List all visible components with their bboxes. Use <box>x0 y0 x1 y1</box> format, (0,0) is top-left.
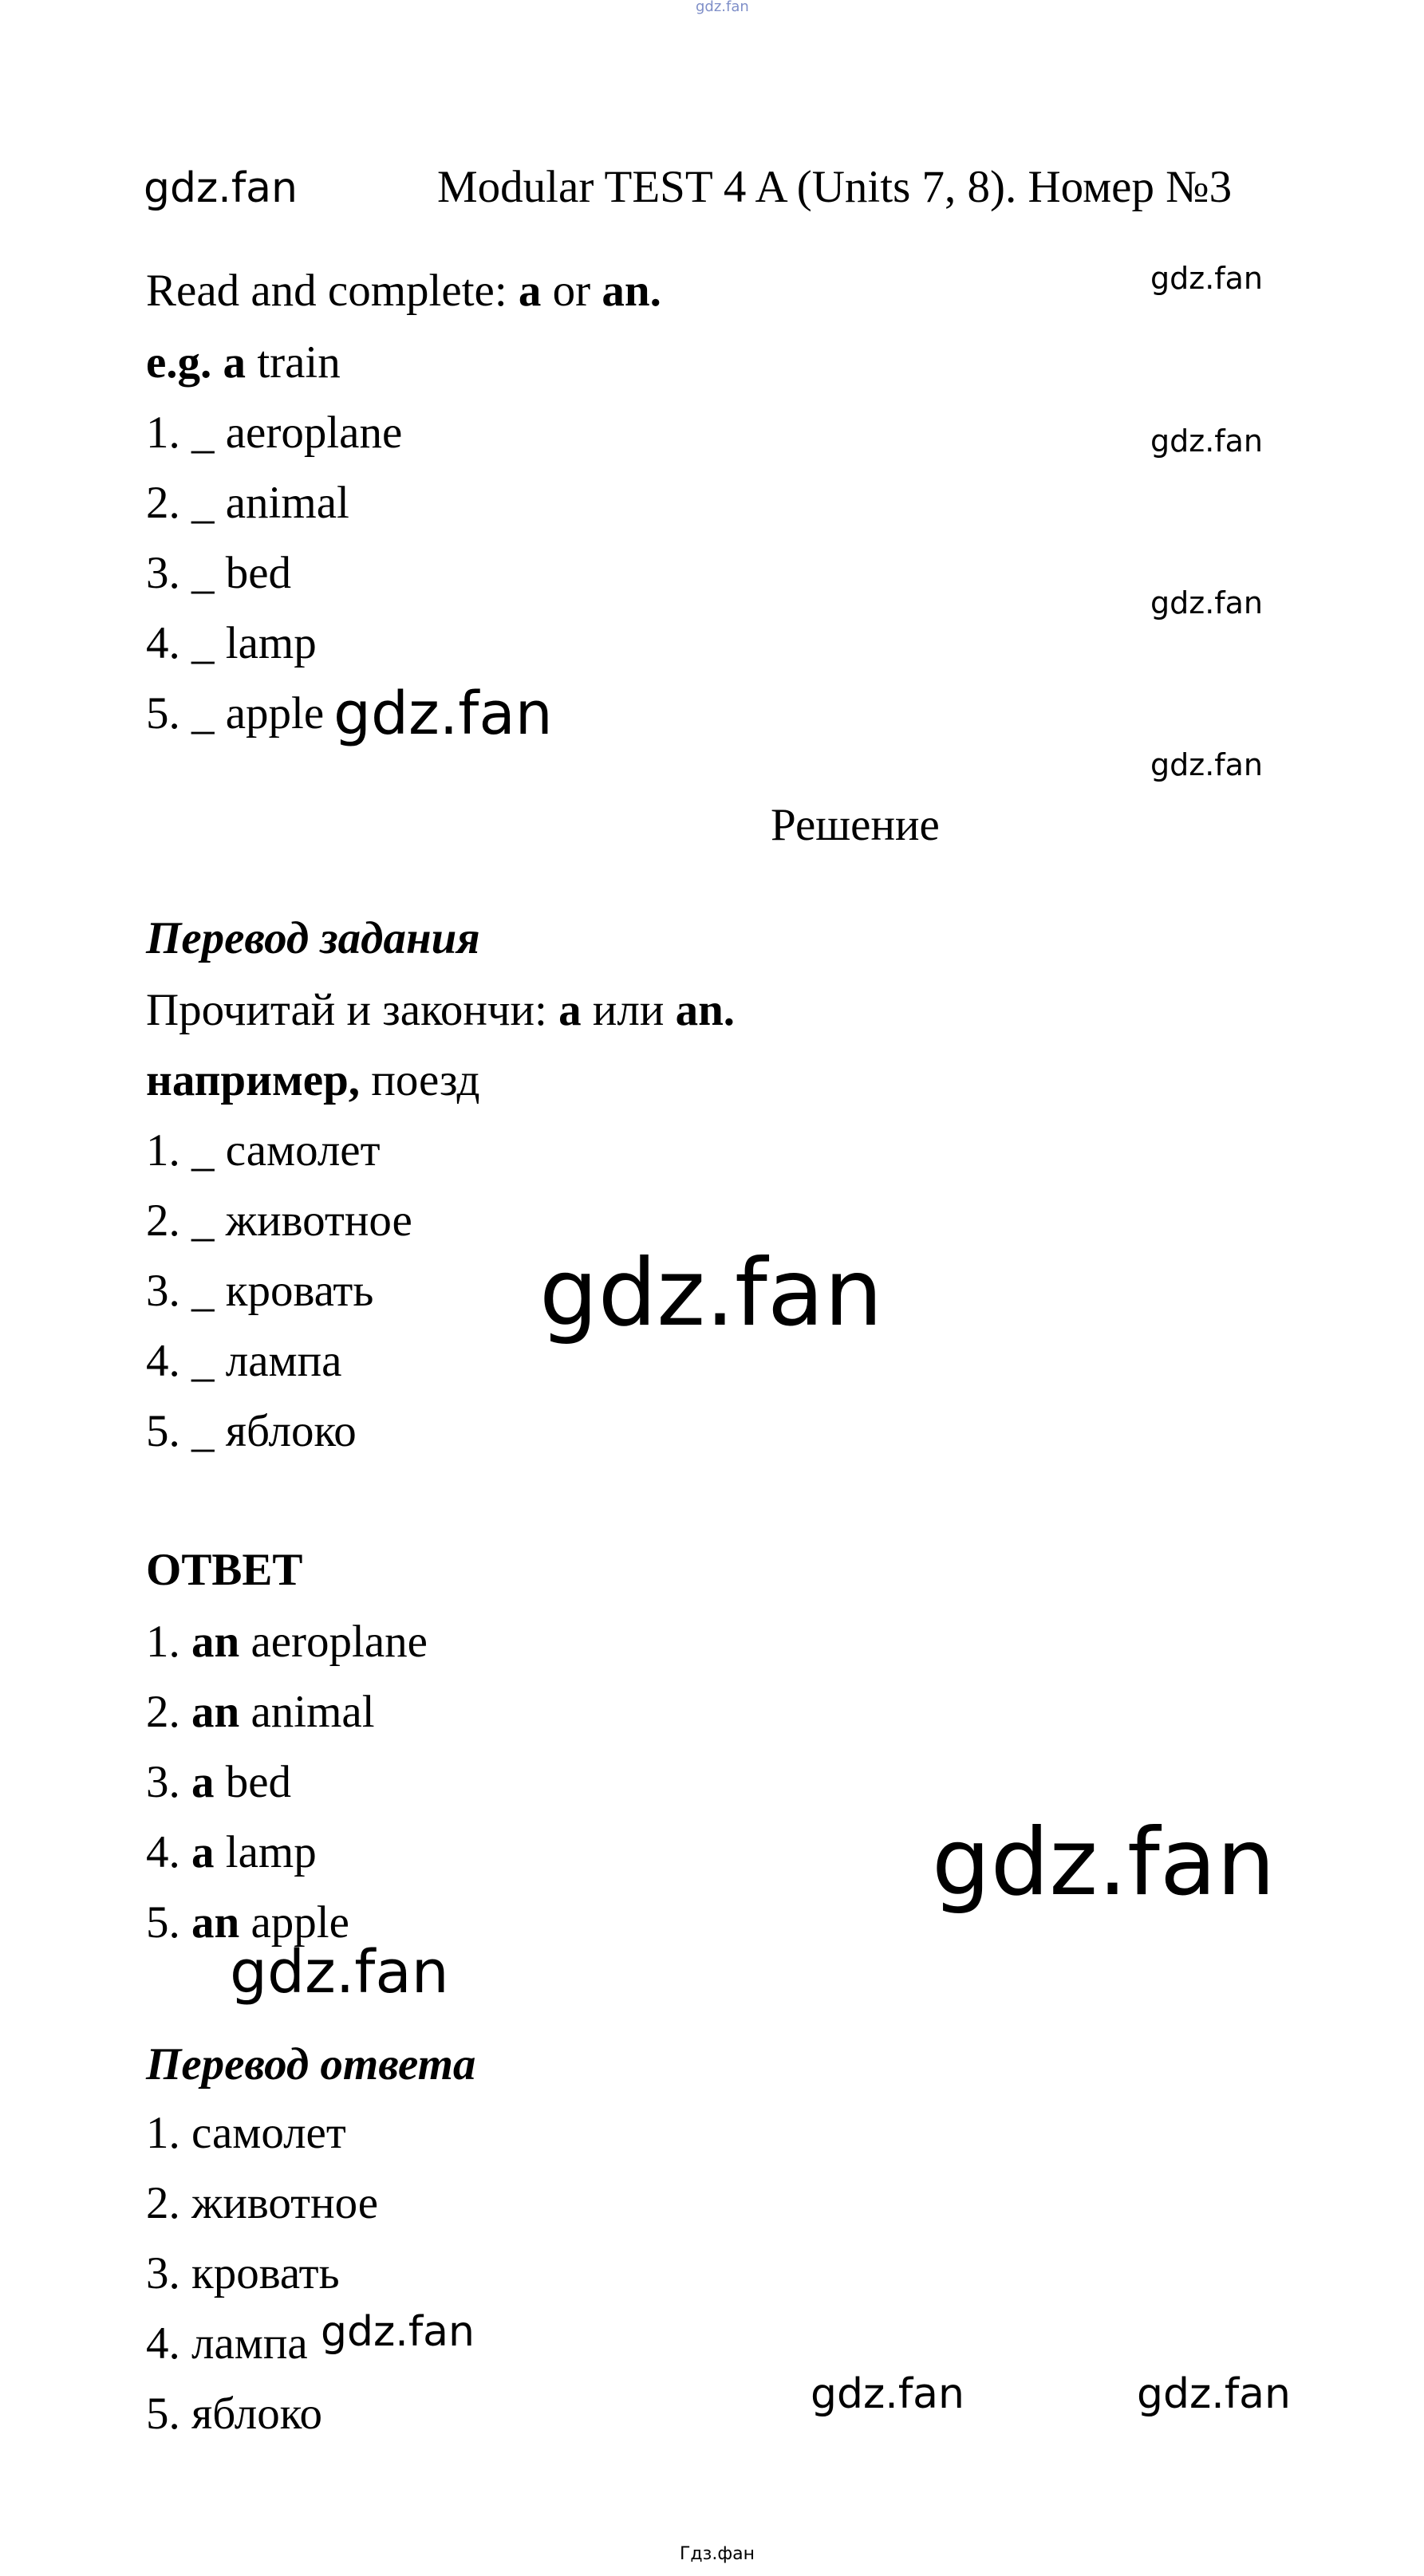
task-instruction <box>146 266 661 316</box>
answer-number: 4. <box>146 1827 191 1877</box>
instruction-text: Read and complete: <box>146 266 519 316</box>
instruction-text: Прочитай и закончи: <box>146 985 559 1035</box>
answer-article: a <box>191 1757 215 1807</box>
watermark: gdz.fan <box>1137 2370 1291 2418</box>
watermark: gdz.fan <box>1150 747 1264 782</box>
task-item: 4. _ lamp <box>146 618 317 668</box>
answer-item <box>146 1827 317 1877</box>
translation-item: 2. _ животное <box>146 1195 412 1246</box>
answer-translation-item: 2. животное <box>146 2178 379 2228</box>
task-example <box>146 337 341 388</box>
answer-number: 5. <box>146 1897 191 1948</box>
top-watermark: gdz.fan <box>696 0 749 15</box>
answer-translation-heading: Перевод ответа <box>146 2039 476 2090</box>
page-title: Modular TEST 4 A (Units 7, 8). Номер №3 <box>437 162 1233 212</box>
example-word: train <box>246 337 341 388</box>
watermark-medium: gdz.fan <box>230 1938 449 2007</box>
watermark: gdz.fan <box>321 2308 475 2356</box>
translation-item: 1. _ самолет <box>146 1125 381 1176</box>
footer-watermark: Гдз.фан <box>680 2544 755 2564</box>
watermark-large: gdz.fan <box>932 1809 1276 1916</box>
watermark: gdz.fan <box>1150 423 1264 459</box>
answer-item <box>146 1689 375 1735</box>
answer-number: 1. <box>146 1617 191 1667</box>
answer-item <box>146 1617 428 1667</box>
example-word: поезд <box>360 1055 480 1105</box>
task-translation-heading: Перевод задания <box>146 913 480 963</box>
option-an: an. <box>675 985 736 1035</box>
answer-number: 2. <box>146 1687 191 1737</box>
answer-article: an <box>191 1897 240 1948</box>
watermark-large: gdz.fan <box>333 679 553 748</box>
answer-translation-item: 5. яблоко <box>146 2389 323 2439</box>
watermark: gdz.fan <box>811 2370 964 2418</box>
translation-item: 4. _ лампа <box>146 1336 342 1386</box>
answer-article: an <box>191 1687 240 1737</box>
or-text: или <box>581 985 676 1035</box>
translation-example <box>146 1055 480 1105</box>
example-label: e.g. a <box>146 337 247 388</box>
answer-translation-item: 4. лампа <box>146 2318 308 2369</box>
answer-article: a <box>191 1827 215 1877</box>
option-an: an. <box>602 266 661 316</box>
watermark: gdz.fan <box>1150 261 1264 296</box>
translation-instruction <box>146 987 735 1033</box>
answer-word: bed <box>214 1757 292 1807</box>
task-item: 5. _ apple <box>146 688 325 739</box>
example-label: например, <box>146 1055 361 1105</box>
task-item: 3. _ bed <box>146 548 292 598</box>
option-a: a <box>558 985 582 1035</box>
answer-word: apple <box>239 1897 349 1948</box>
watermark-large: gdz.fan <box>539 1239 883 1347</box>
task-item: 1. _ aeroplane <box>146 408 403 458</box>
answer-article: an <box>191 1617 240 1667</box>
answer-heading: ОТВЕТ <box>146 1545 303 1595</box>
or-text: or <box>541 266 602 316</box>
option-a: a <box>518 266 542 316</box>
task-item: 2. _ animal <box>146 478 349 528</box>
answer-word: aeroplane <box>239 1617 428 1667</box>
translation-item: 3. _ кровать <box>146 1266 374 1316</box>
answer-translation-item: 1. самолет <box>146 2108 346 2158</box>
watermark: gdz.fan <box>1150 585 1264 620</box>
answer-number: 3. <box>146 1757 191 1807</box>
answer-translation-item: 3. кровать <box>146 2248 340 2298</box>
answer-item <box>146 1759 291 1805</box>
translation-item: 5. _ яблоко <box>146 1406 357 1456</box>
solution-title: Решение <box>771 800 940 850</box>
answer-word: animal <box>239 1687 375 1737</box>
header-watermark-logo: gdz.fan <box>144 164 298 212</box>
answer-word: lamp <box>214 1827 317 1877</box>
